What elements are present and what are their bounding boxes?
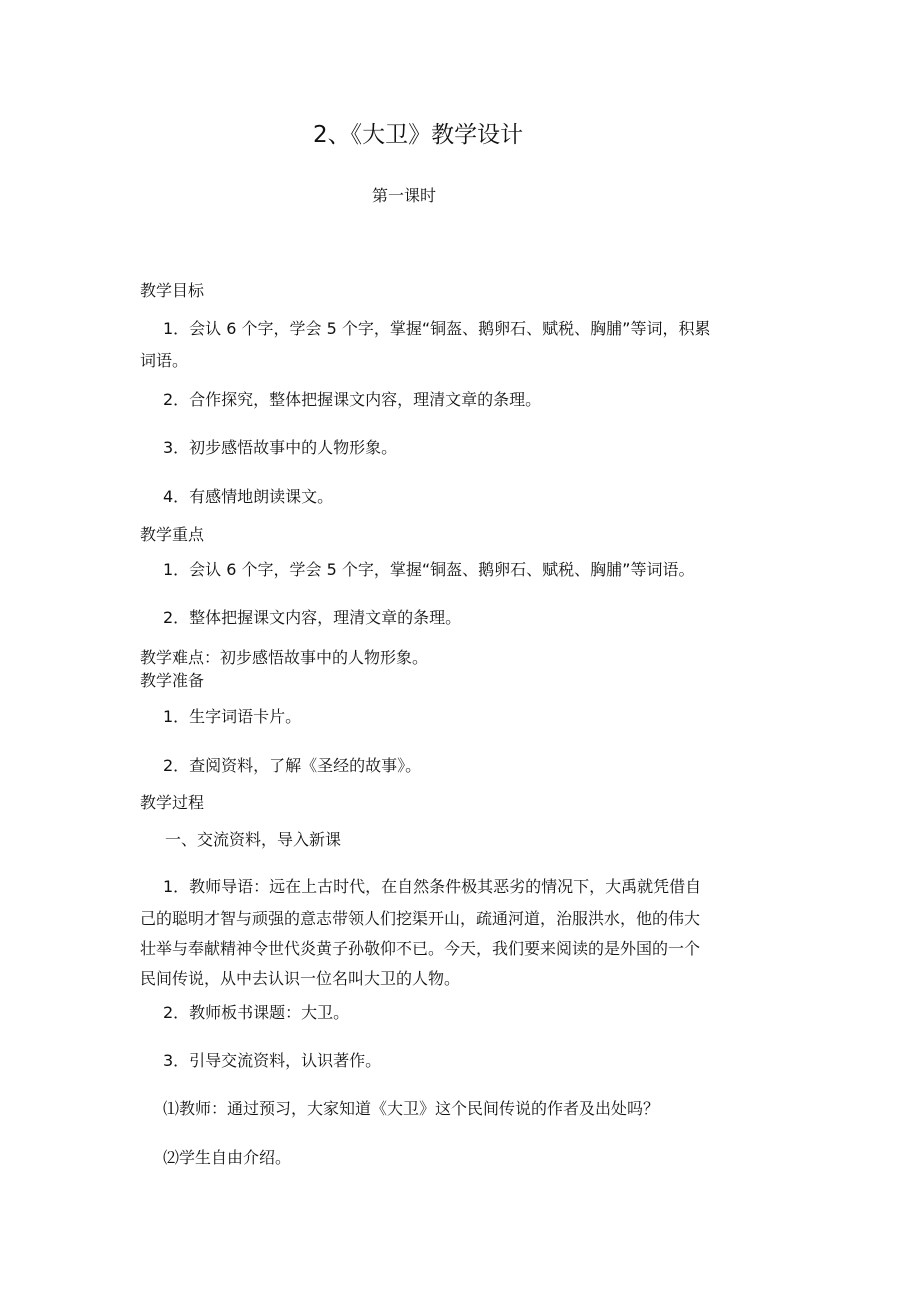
document-title: 2、《大卫》教学设计: [313, 122, 524, 148]
process-section-1: 一、交流资料，导入新课: [165, 830, 342, 849]
prep-item: 2．查阅资料，了解《圣经的故事》。: [163, 756, 422, 775]
goal-item: 3．初步感悟故事中的人物形象。: [163, 438, 398, 457]
goal-item-continuation: 词语。: [140, 351, 189, 370]
paragraph-line: 1．教师导语：远在上古时代，在自然条件极其恶劣的情况下，大禹就凭借自: [163, 877, 702, 896]
process-item: 2．教师板书课题：大卫。: [163, 1003, 350, 1022]
prep-heading: 教学准备: [140, 671, 205, 690]
goal-item: 2．合作探究，整体把握课文内容，理清文章的条理。: [163, 390, 542, 409]
prep-item: 1．生字词语卡片。: [163, 707, 302, 726]
lesson-label: 第一课时: [372, 186, 437, 205]
goal-item: 1．会认 6 个字，学会 5 个字，掌握“铜盔、鹅卵石、赋税、胸脯”等词，积累: [163, 319, 711, 338]
focus-item: 1．会认 6 个字，学会 5 个字，掌握“铜盔、鹅卵石、赋税、胸脯”等词语。: [163, 560, 695, 579]
paragraph-line: 民间传说，从中去认识一位名叫大卫的人物。: [140, 969, 461, 988]
process-subitem: ⑴教师：通过预习，大家知道《大卫》这个民间传说的作者及出处吗？: [163, 1099, 660, 1118]
focus-heading: 教学重点: [140, 525, 205, 544]
focus-item: 2．整体把握课文内容，理清文章的条理。: [163, 608, 462, 627]
goals-heading: 教学目标: [140, 281, 205, 300]
difficulty: 教学难点：初步感悟故事中的人物形象。: [140, 648, 429, 667]
process-subitem: ⑵学生自由介绍。: [163, 1148, 292, 1167]
process-item: 3．引导交流资料，认识著作。: [163, 1051, 382, 1070]
paragraph-line: 己的聪明才智与顽强的意志带领人们挖渠开山，疏通河道，治服洪水，他的伟大: [140, 909, 701, 928]
paragraph-line: 壮举与奉献精神令世代炎黄子孙敬仰不已。今天，我们要来阅读的是外国的一个: [140, 939, 701, 958]
process-heading: 教学过程: [140, 793, 205, 812]
goal-item: 4．有感情地朗读课文。: [163, 487, 334, 506]
